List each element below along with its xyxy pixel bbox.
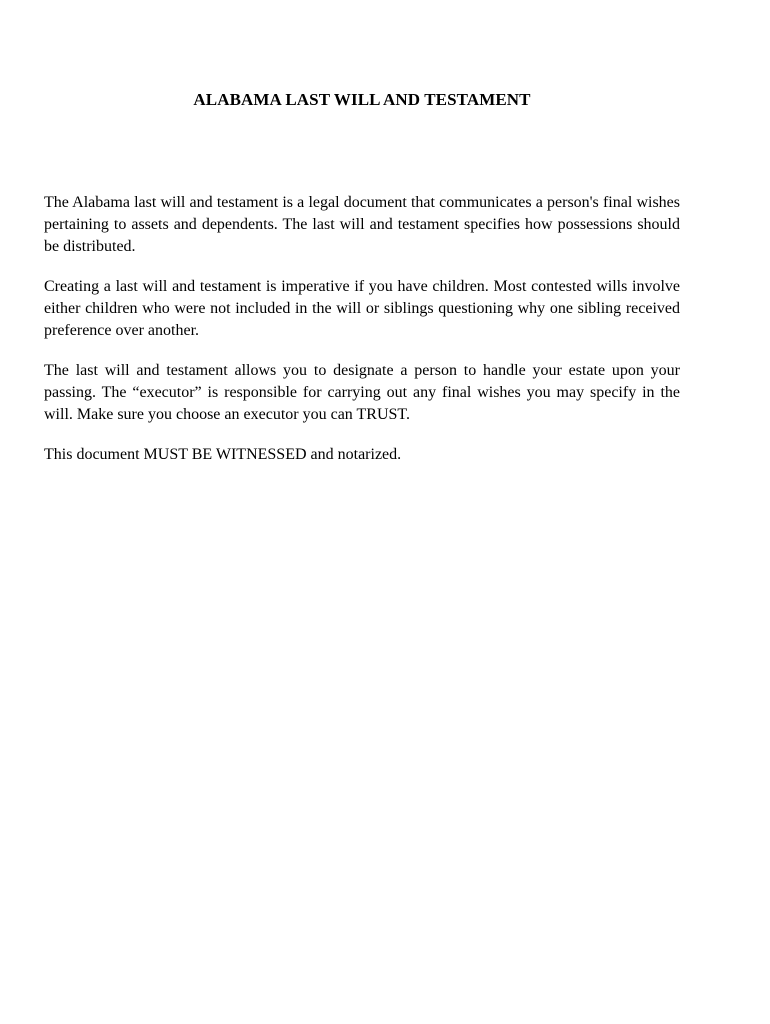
document-title: ALABAMA LAST WILL AND TESTAMENT (193, 90, 531, 109)
document-body (44, 192, 680, 484)
paragraph-executor: The last will and testament allows you to designate a person to handle your estate upon your passing. The “executor” is responsible for carrying out any final wishes you may specify in the will. Make sure you choose an executor you can TRUST. (44, 362, 680, 423)
paragraph-children: Creating a last will and testament is imperative if you have children. Most contested wills involve either children who were not included in the will or siblings questioning why one sibling received preference over another. (44, 278, 680, 339)
paragraph-witness-notice: This document MUST BE WITNESSED and notarized. (44, 446, 402, 463)
paragraph-intro: The Alabama last will and testament is a legal document that communicates a person's final wishes pertaining to assets and dependents. The last will and testament specifies how possessions should be distributed. (44, 194, 680, 255)
